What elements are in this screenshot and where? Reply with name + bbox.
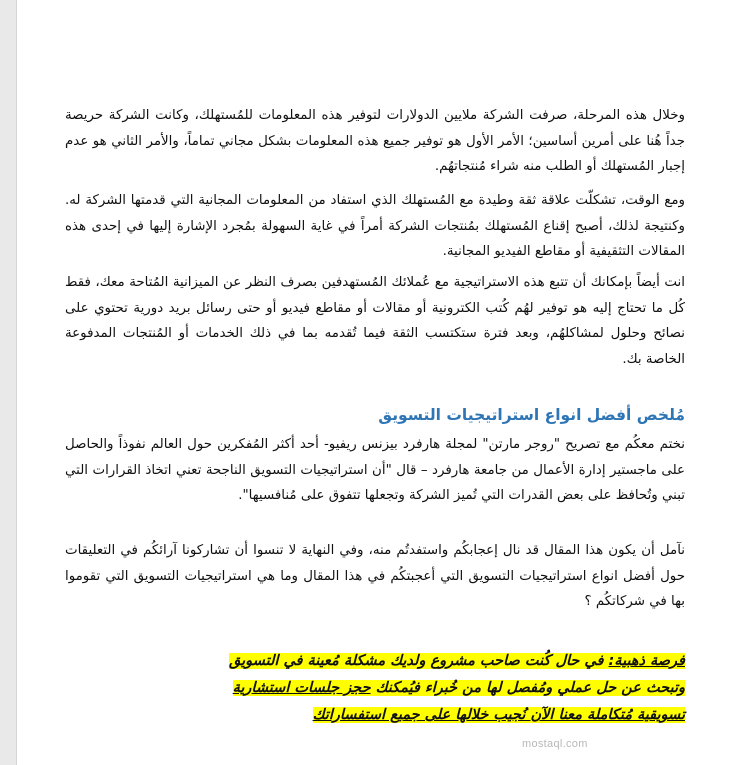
paragraph-text: نختم معكُم مع تصريح "روجر مارتن" لمجلة هارفرد بيزنس ريفيو- أحد أكثر المُفكرين حول العالم نفوذاً والحاصل على ماجستير إدارة الأعمال من جامعة هارفرد – قال "أن استراتيجيات التسويق الناجحة تعني اتخاذ القرارات التي تبني وتُحافظ على بعض القدرات التي تُميز الشركة وتجعلها تتفوق على مُنافسيها". xyxy=(65,437,685,503)
heading-text: مُلخص أفضل انواع استراتيجيات التسويق xyxy=(378,406,685,424)
document-page xyxy=(16,0,740,765)
section-heading xyxy=(65,402,685,428)
callout-text: وتبحث عن حل عملي ومُفصل لها من خُبراء فيُمكنك xyxy=(370,680,685,696)
callout-line-3 xyxy=(145,702,685,729)
watermark: mostaql.com xyxy=(522,738,588,750)
callout-label: فرصة ذهبية: xyxy=(608,653,685,669)
callout-line-1 xyxy=(145,648,685,675)
callout-text: تسويقية مُتكاملة معنا الآن نُجيب خلالها على جميع استفساراتك xyxy=(312,707,685,723)
paragraph-5 xyxy=(65,538,685,615)
consultation-link[interactable]: حجز جلسات استشارية xyxy=(232,680,371,696)
paragraph-1 xyxy=(65,103,685,180)
paragraph-text: ومع الوقت، تشكلّت علاقة ثقة وطيدة مع المُستهلك الذي استفاد من المعلومات المجانية التي قدمتها الشركة له. وكنتيجة لذلك، أصبح إقناع المُستهلك بمُنتجات الشركة أمراً في غاية السهولة بمُجرد الإشارة إليها في إحدى هذه المقالات التثقيفية أو مقاطع الفيديو المجانية. xyxy=(65,193,685,259)
callout-text: في حال كُنت صاحب مشروع ولديك مشكلة مُعينة في التسويق xyxy=(229,653,609,669)
paragraph-text: وخلال هذه المرحلة، صرفت الشركة ملايين الدولارات لتوفير هذه المعلومات للمُستهلك، وكانت الشركة حريصة جداً هُنا على أمرين أساسين؛ الأمر الأول هو توفير جميع هذه المعلومات بشكل مجاني تماماً، والأمر الثاني هو عدم إجبار المُستهلك أو الطلب منه شراء مُنتجاتهُم. xyxy=(65,108,685,174)
paragraph-text: انت أيضاً بإمكانك أن تتبع هذه الاستراتيجية مع عُملائك المُستهدفين بصرف النظر عن الميزانية المُتاحة معك، فقط كُل ما تحتاج إليه هو توفير لهُم كُتب الكترونية أو مقالات أو مقاطع فيديو أو حتى رسائل بريد دورية تحتوي على نصائح وحلول لمشاكلهُم، وبعد فترة ستكتسب الثقة فيما تُقدمه بما في ذلك الخدمات أو المُنتجات المدفوعة الخاصة بك. xyxy=(65,275,685,367)
golden-opportunity-callout xyxy=(145,648,685,729)
paragraph-4 xyxy=(65,432,685,509)
callout-line-2 xyxy=(145,675,685,702)
paragraph-3 xyxy=(65,270,685,372)
paragraph-2 xyxy=(65,188,685,265)
paragraph-text: نآمل أن يكون هذا المقال قد نال إعجابكُم واستفدتُم منه، وفي النهاية لا تنسوا أن تشاركونا آرائكُم في التعليقات حول أفضل انواع استراتيجيات التسويق التي أعجبتكُم في هذا المقال وما هي استراتيجيات التسويق التي تقوموا بها في شركاتكُم ؟ xyxy=(65,543,685,609)
